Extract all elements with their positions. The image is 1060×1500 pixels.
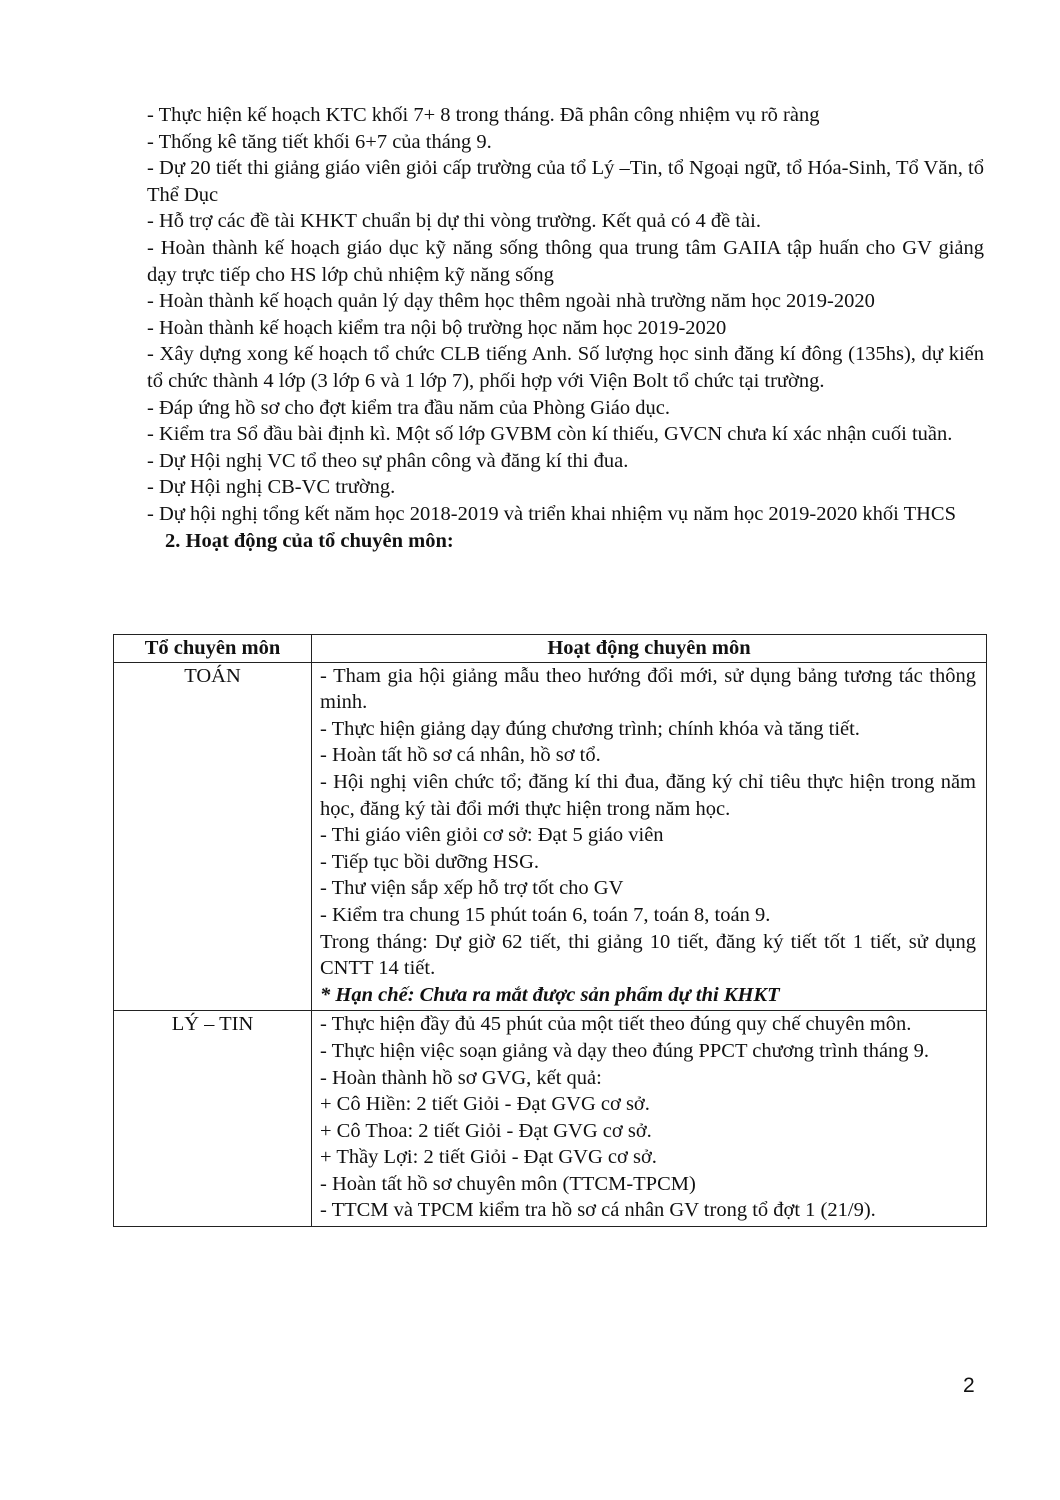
- activity-item: - Thực hiện đầy đủ 45 phút của một tiết theo đúng quy chế chuyên môn.: [320, 1013, 912, 1036]
- activity-item: - Tham gia hội giảng mẫu theo hướng đổi mới, sử dụng bảng tương tác thông minh.: [320, 664, 976, 714]
- activity-item: - Kiểm tra chung 15 phút toán 6, toán 7, toán 8, toán 9.: [320, 903, 771, 926]
- activity-item: - Hoàn tất hồ sơ chuyên môn (TTCM-TPCM): [320, 1172, 696, 1195]
- table-row: [114, 662, 987, 1011]
- table-header-row: [114, 635, 987, 663]
- page-number: 2: [963, 1374, 975, 1397]
- activities-cell: [312, 1011, 987, 1227]
- activity-item: Trong tháng: Dự giờ 62 tiết, thi giảng 10 tiết, đăng ký tiết tốt 1 tiết, sử dụng CNTT 14 tiết.: [320, 930, 976, 980]
- activity-item: - Thực hiện việc soạn giảng và dạy theo đúng PPCT chương trình tháng 9.: [320, 1039, 930, 1062]
- activity-item: - TTCM và TPCM kiểm tra hồ sơ cá nhân GV trong tổ đợt 1 (21/9).: [320, 1199, 876, 1222]
- header-activities: Hoạt động chuyên môn: [312, 635, 987, 663]
- activity-item: - Tiếp tục bồi dưỡng HSG.: [320, 850, 540, 873]
- paragraph: - Dự hội nghị tổng kết năm học 2018-2019 và triển khai nhiệm vụ năm học 2019-2020 khối THCS: [147, 502, 956, 525]
- group-name: TOÁN: [114, 662, 312, 1011]
- activities-table: [113, 634, 987, 1227]
- activity-item: - Hội nghị viên chức tổ; đăng kí thi đua, đăng ký chỉ tiêu thực hiện trong năm học, đăng ký tài đổi mới thực hiện trong năm học.: [320, 770, 976, 820]
- paragraph: - Kiểm tra Sổ đầu bài định kì. Một số lớp GVBM còn kí thiếu, GVCN chưa kí xác nhận cuối tuần.: [147, 423, 953, 446]
- paragraph: - Thực hiện kế hoạch KTC khối 7+ 8 trong tháng. Đã phân công nhiệm vụ rõ ràng: [147, 104, 820, 126]
- paragraph: - Thống kê tăng tiết khối 6+7 của tháng 9.: [147, 130, 492, 153]
- paragraph: - Dự Hội nghị CB-VC trường.: [147, 476, 396, 499]
- activity-item: - Hoàn thành hồ sơ GVG, kết quả:: [320, 1066, 602, 1089]
- activities-cell: [312, 662, 987, 1011]
- paragraph: - Đáp ứng hồ sơ cho đợt kiểm tra đầu năm của Phòng Giáo dục.: [147, 396, 670, 419]
- activity-item: + Thầy Lợi: 2 tiết Giỏi - Đạt GVG cơ sở.: [320, 1146, 657, 1169]
- paragraph: - Hoàn thành kế hoạch giáo dục kỹ năng sống thông qua trung tâm GAIIA tập huấn cho GV giảng dạy trực tiếp cho HS lớp chủ nhiệm kỹ năng sống: [147, 236, 984, 286]
- paragraph: - Hỗ trợ các đề tài KHKT chuẩn bị dự thi vòng trường. Kết quả có 4 đề tài.: [147, 210, 761, 233]
- document-body: [147, 102, 984, 554]
- activity-item: - Thực hiện giảng dạy đúng chương trình; chính khóa và tăng tiết.: [320, 717, 860, 740]
- activity-item: - Thi giáo viên giỏi cơ sở: Đạt 5 giáo viên: [320, 824, 664, 847]
- activity-item: + Cô Hiền: 2 tiết Giỏi - Đạt GVG cơ sở.: [320, 1093, 650, 1116]
- paragraph: - Hoàn thành kế hoạch kiểm tra nội bộ trường học năm học 2019-2020: [147, 316, 727, 339]
- group-name: LÝ – TIN: [114, 1011, 312, 1227]
- activity-item: - Thư viện sắp xếp hỗ trợ tốt cho GV: [320, 877, 624, 900]
- limitation-note: * Hạn chế: Chưa ra mắt được sản phẩm dự thi KHKT: [320, 983, 780, 1006]
- paragraph: - Xây dựng xong kế hoạch tổ chức CLB tiếng Anh. Số lượng học sinh đăng kí đông (135hs), dự kiến tổ chức thành 4 lớp (3 lớp 6 và 1 lớp 7), phối hợp với Viện Bolt tổ chức tại trường.: [147, 343, 984, 392]
- paragraph: - Hoàn thành kế hoạch quản lý dạy thêm học thêm ngoài nhà trường năm học 2019-2020: [147, 290, 875, 313]
- table-row: [114, 1011, 987, 1227]
- activity-item: + Cô Thoa: 2 tiết Giỏi - Đạt GVG cơ sở.: [320, 1119, 652, 1142]
- section-heading: 2. Hoạt động của tổ chuyên môn:: [165, 529, 454, 552]
- paragraph: - Dự Hội nghị VC tổ theo sự phân công và đăng kí thi đua.: [147, 449, 629, 472]
- paragraph: - Dự 20 tiết thi giảng giáo viên giỏi cấp trường của tổ Lý –Tin, tổ Ngoại ngữ, tổ Hóa-Sinh, Tổ Văn, tổ Thể Dục: [147, 157, 984, 206]
- header-group: Tổ chuyên môn: [114, 635, 312, 663]
- activity-item: - Hoàn tất hồ sơ cá nhân, hồ sơ tổ.: [320, 744, 601, 767]
